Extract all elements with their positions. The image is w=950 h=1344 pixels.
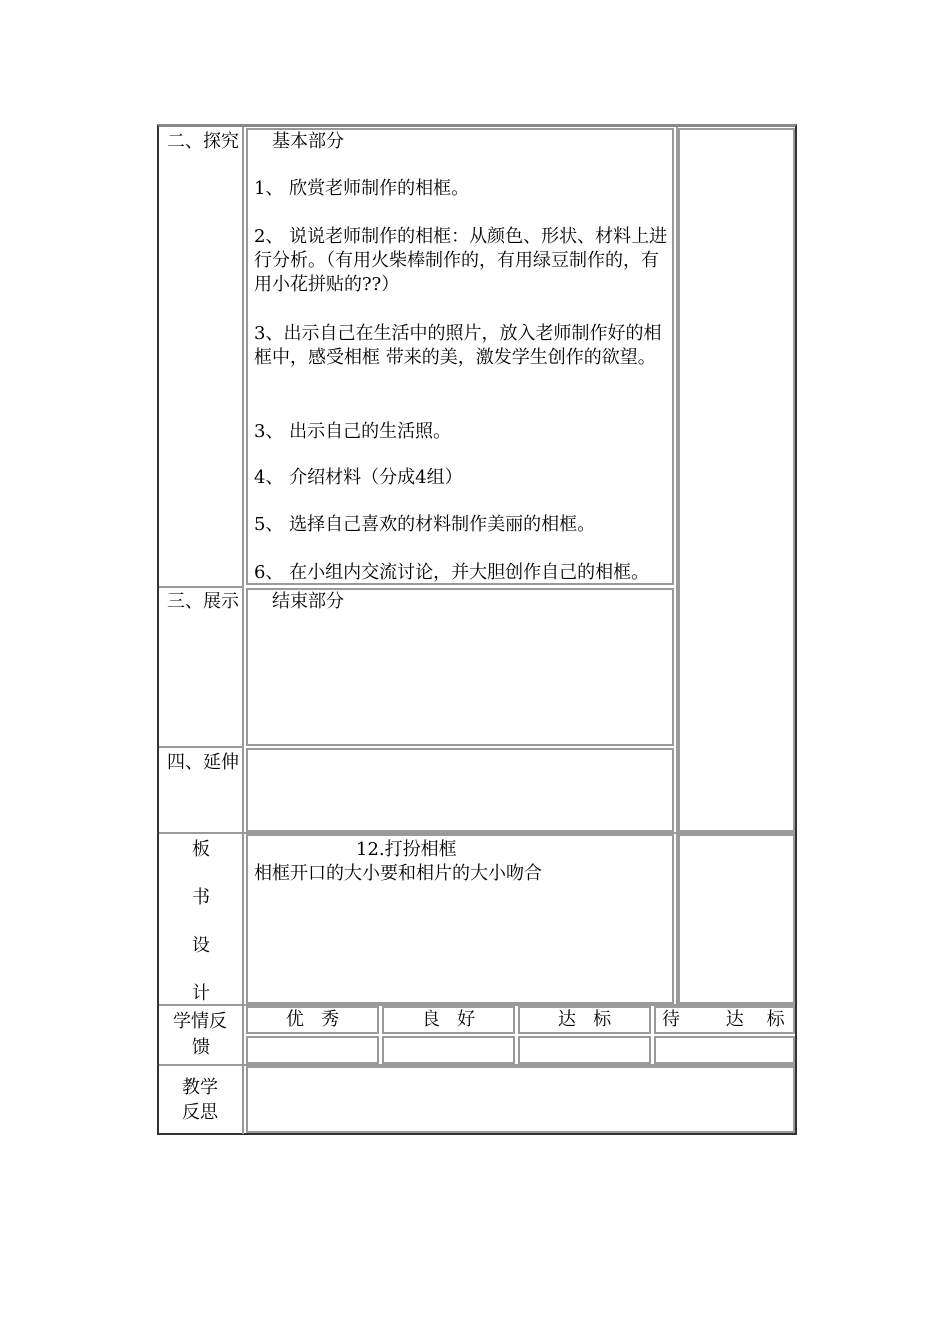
row-divider <box>159 746 244 748</box>
notes-column-box <box>678 128 795 832</box>
explore-heading: 基本部分 <box>272 131 344 152</box>
explore-item: 6、 在小组内交流讨论，并大胆创作自己的相框。 <box>254 562 650 583</box>
rating-value-cell <box>246 1036 379 1064</box>
rating-needs-improvement: 待 达 标 <box>662 1009 785 1030</box>
explore-label: 二、探究 <box>167 131 239 152</box>
explore-item: 3、出示自己在生活中的照片，放入老师制作好的相框中，感受相框 带来的美，激发学生创作的欲望。 <box>254 323 662 368</box>
rating-value-cell <box>382 1036 515 1064</box>
board-label-char: 书 <box>192 887 210 908</box>
rating-value-cell <box>518 1036 651 1064</box>
explore-item: 4、 介绍材料（分成4组） <box>254 467 463 488</box>
rating-pass: 达 标 <box>557 1009 612 1030</box>
explore-item: 1、 欣赏老师制作的相框。 <box>254 178 470 199</box>
board-title: 12.打扮相框 <box>356 839 457 860</box>
explore-item: 5、 选择自己喜欢的材料制作美丽的相框。 <box>254 514 596 535</box>
extend-content-box <box>246 748 674 832</box>
rating-excellent: 优 秀 <box>285 1009 340 1030</box>
reflection-content-box <box>246 1066 795 1133</box>
notes-column-box-lower <box>678 834 795 1004</box>
reflection-label-line1: 教学 <box>182 1077 218 1098</box>
feedback-label-line1: 学情反 <box>173 1011 227 1032</box>
board-design-label <box>181 838 221 1006</box>
reflection-label-line2: 反思 <box>182 1102 218 1123</box>
feedback-label-line2: 馈 <box>192 1037 210 1058</box>
rating-value-cell <box>654 1036 795 1064</box>
rating-good: 良 好 <box>421 1009 476 1030</box>
row-divider <box>159 586 244 588</box>
board-label-char: 计 <box>192 983 210 1004</box>
board-content-box <box>246 834 674 1004</box>
explore-item: 3、 出示自己的生活照。 <box>254 421 452 442</box>
board-label-char: 设 <box>192 935 210 956</box>
show-label: 三、展示 <box>167 591 239 612</box>
explore-item: 2、 说说老师制作的相框：从颜色、形状、材料上进行分析。（有用火柴棒制作的，有用绿豆制作的，有用小花拼贴的??） <box>254 226 668 295</box>
board-line: 相框开口的大小要和相片的大小吻合 <box>254 863 542 884</box>
board-label-char: 板 <box>192 839 210 860</box>
extend-label: 四、延伸 <box>167 752 239 773</box>
show-heading: 结束部分 <box>272 591 344 612</box>
left-column-divider <box>242 127 244 1134</box>
